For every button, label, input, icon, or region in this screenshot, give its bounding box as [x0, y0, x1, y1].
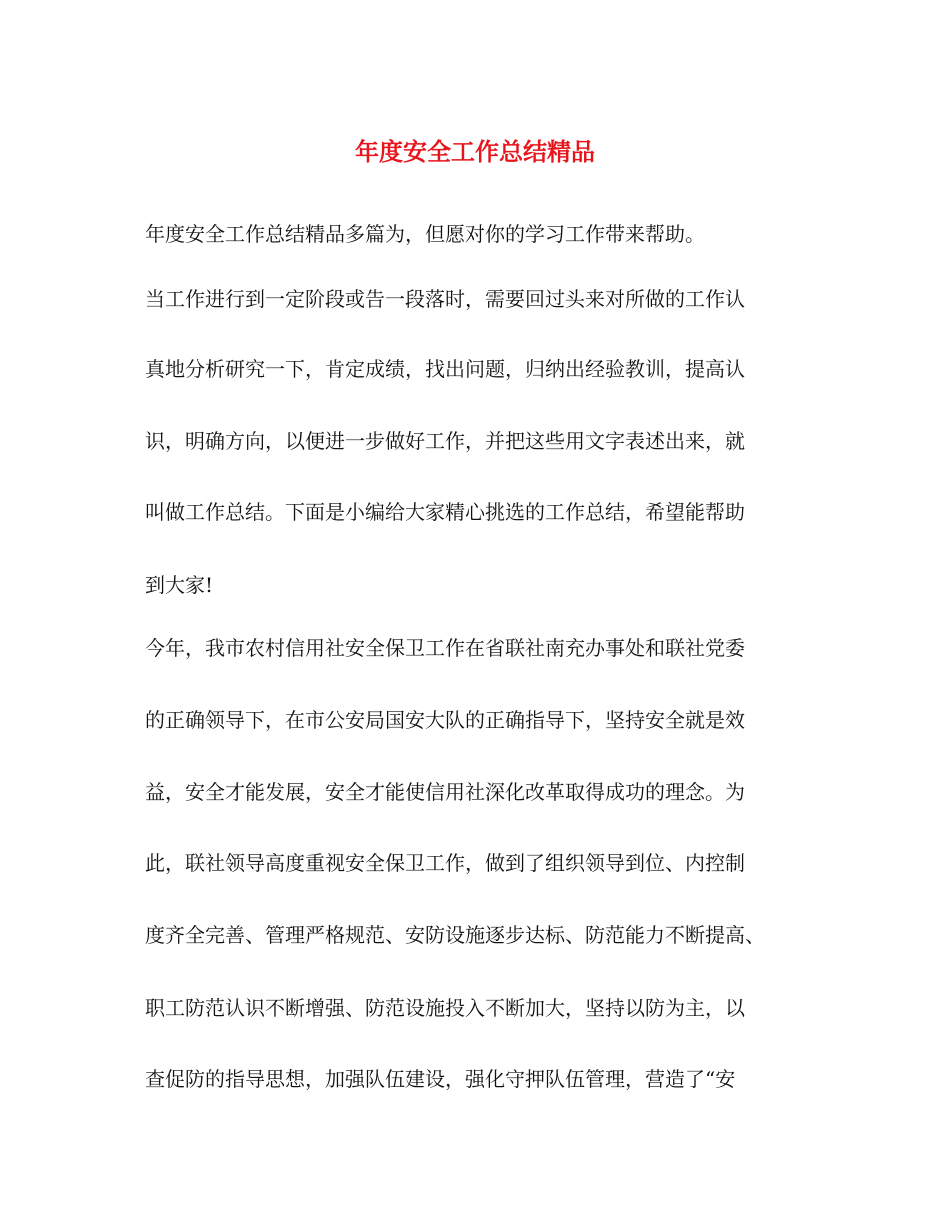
- paragraph2-line-3: 益，安全才能发展，安全才能使信用社深化改革取得成功的理念。为: [145, 780, 745, 804]
- document-title: 年度安全工作总结精品: [355, 138, 595, 166]
- paragraph1-line-2: 真地分析研究一下，肯定成绩，找出问题，归纳出经验教训，提高认: [145, 357, 745, 381]
- intro-line: 年度安全工作总结精品多篇为，但愿对你的学习工作带来帮助。: [145, 222, 705, 246]
- paragraph2-line-5: 度齐全完善、管理严格规范、安防设施逐步达标、防范能力不断提高、: [145, 923, 765, 947]
- paragraph1-line-1: 当工作进行到一定阶段或告一段落时，需要回过头来对所做的工作认: [145, 287, 745, 311]
- paragraph2-line-6: 职工防范认识不断增强、防范设施投入不断加大，坚持以防为主，以: [145, 996, 745, 1020]
- paragraph1-line-3: 识，明确方向，以便进一步做好工作，并把这些用文字表述出来，就: [145, 429, 745, 453]
- paragraph2-line-4: 此，联社领导高度重视安全保卫工作，做到了组织领导到位、内控制: [145, 851, 745, 875]
- paragraph2-line-1: 今年，我市农村信用社安全保卫工作在省联社南充办事处和联社党委: [145, 636, 745, 660]
- paragraph1-line-5: 到大家!: [145, 573, 214, 597]
- paragraph1-line-4: 叫做工作总结。下面是小编给大家精心挑选的工作总结，希望能帮助: [145, 500, 745, 524]
- paragraph2-line-2: 的正确领导下，在市公安局国安大队的正确指导下，坚持安全就是效: [145, 708, 745, 732]
- paragraph2-line-7: 查促防的指导思想，加强队伍建设，强化守押队伍管理，营造了“安: [145, 1067, 736, 1091]
